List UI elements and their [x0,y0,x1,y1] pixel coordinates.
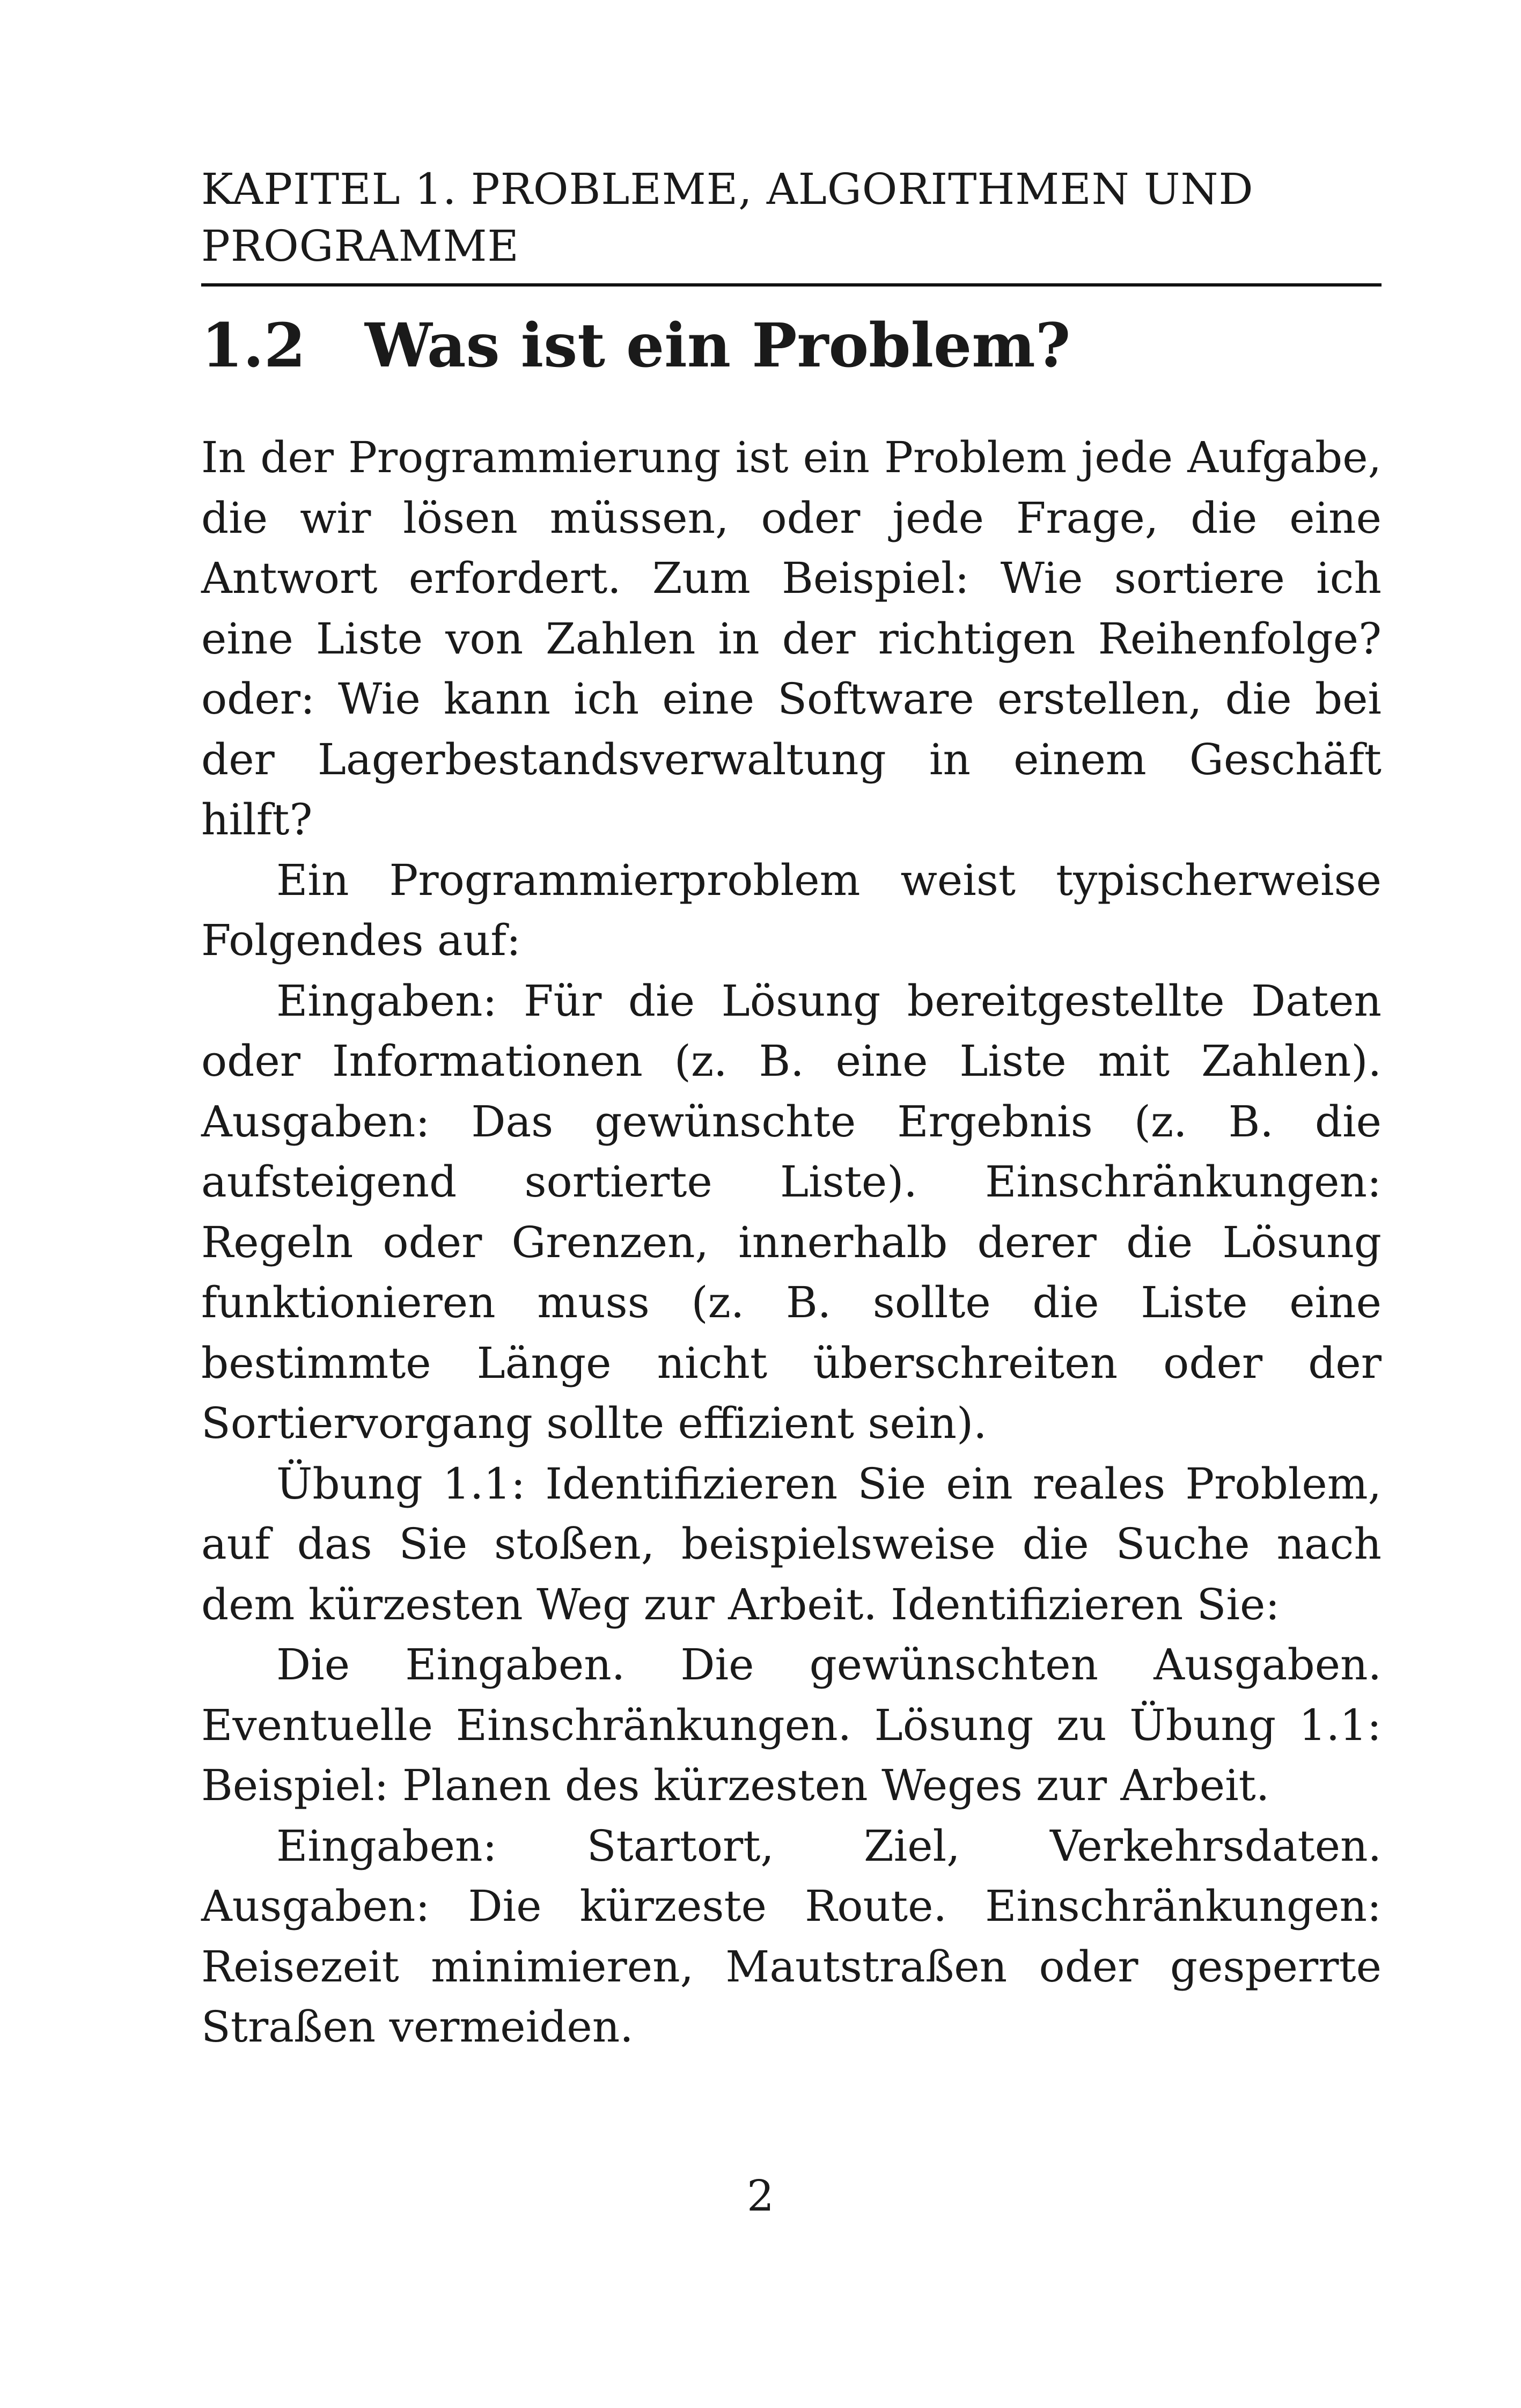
running-head: KAPITEL 1. PROBLEME, ALGORITHMEN UND PROGRAMME [201,164,1254,271]
page-number: 2 [747,2171,774,2221]
paragraph: Eingaben: Startort, Ziel, Verkehrsdaten. Ausgaben: Die kürzeste Route. Einschränkungen: Reisezeit minimieren, Mautstraßen oder gesperrte Straßen vermeiden. [201,1820,1382,2052]
header-rule [201,283,1382,287]
paragraph: In der Programmierung ist ein Problem jede Aufgabe, die wir lösen müssen, oder jede Frage, die eine Antwort erfordert. Zum Beispiel: Wie sortiere ich eine Liste von Zahlen in der richtigen Reihenfolge? oder: Wie kann ich eine Software erstellen, die bei der Lagerbestandsverwaltung in einem Geschäft hilft? [201,432,1382,845]
paragraph: Eingaben: Für die Lösung bereitgestellte Daten oder Informationen (z. B. eine Liste mit Zahlen). Ausgaben: Das gewünschte Ergebnis (z. B. die aufsteigend sortierte Liste). Einschränkungen: Regeln oder Grenzen, innerhalb derer die Lösung funktionieren muss (z. B. sollte die Liste eine bestimmte Länge nicht überschreiten oder der Sortiervorgang sollte effizient sein). [201,975,1382,1448]
paragraph: Die Eingaben. Die gewünschten Ausgaben. Eventuelle Einschränkungen. Lösung zu Übung 1.1: Beispiel: Planen des kürzesten Weges zur Arbeit. [201,1640,1382,1810]
section-title: Was ist ein Problem? [365,311,1071,381]
paragraph: Ein Programmierproblem weist typischerweise Folgendes auf: [201,855,1382,965]
section-heading [201,309,1382,384]
paragraph: Übung 1.1: Identifizieren Sie ein reales Problem, auf das Sie stoßen, beispielsweise die Suche nach dem kürzesten Weg zur Arbeit. Identifizieren Sie: [201,1458,1382,1629]
section-number: 1.2 [201,311,306,381]
body-text [201,428,1382,2058]
